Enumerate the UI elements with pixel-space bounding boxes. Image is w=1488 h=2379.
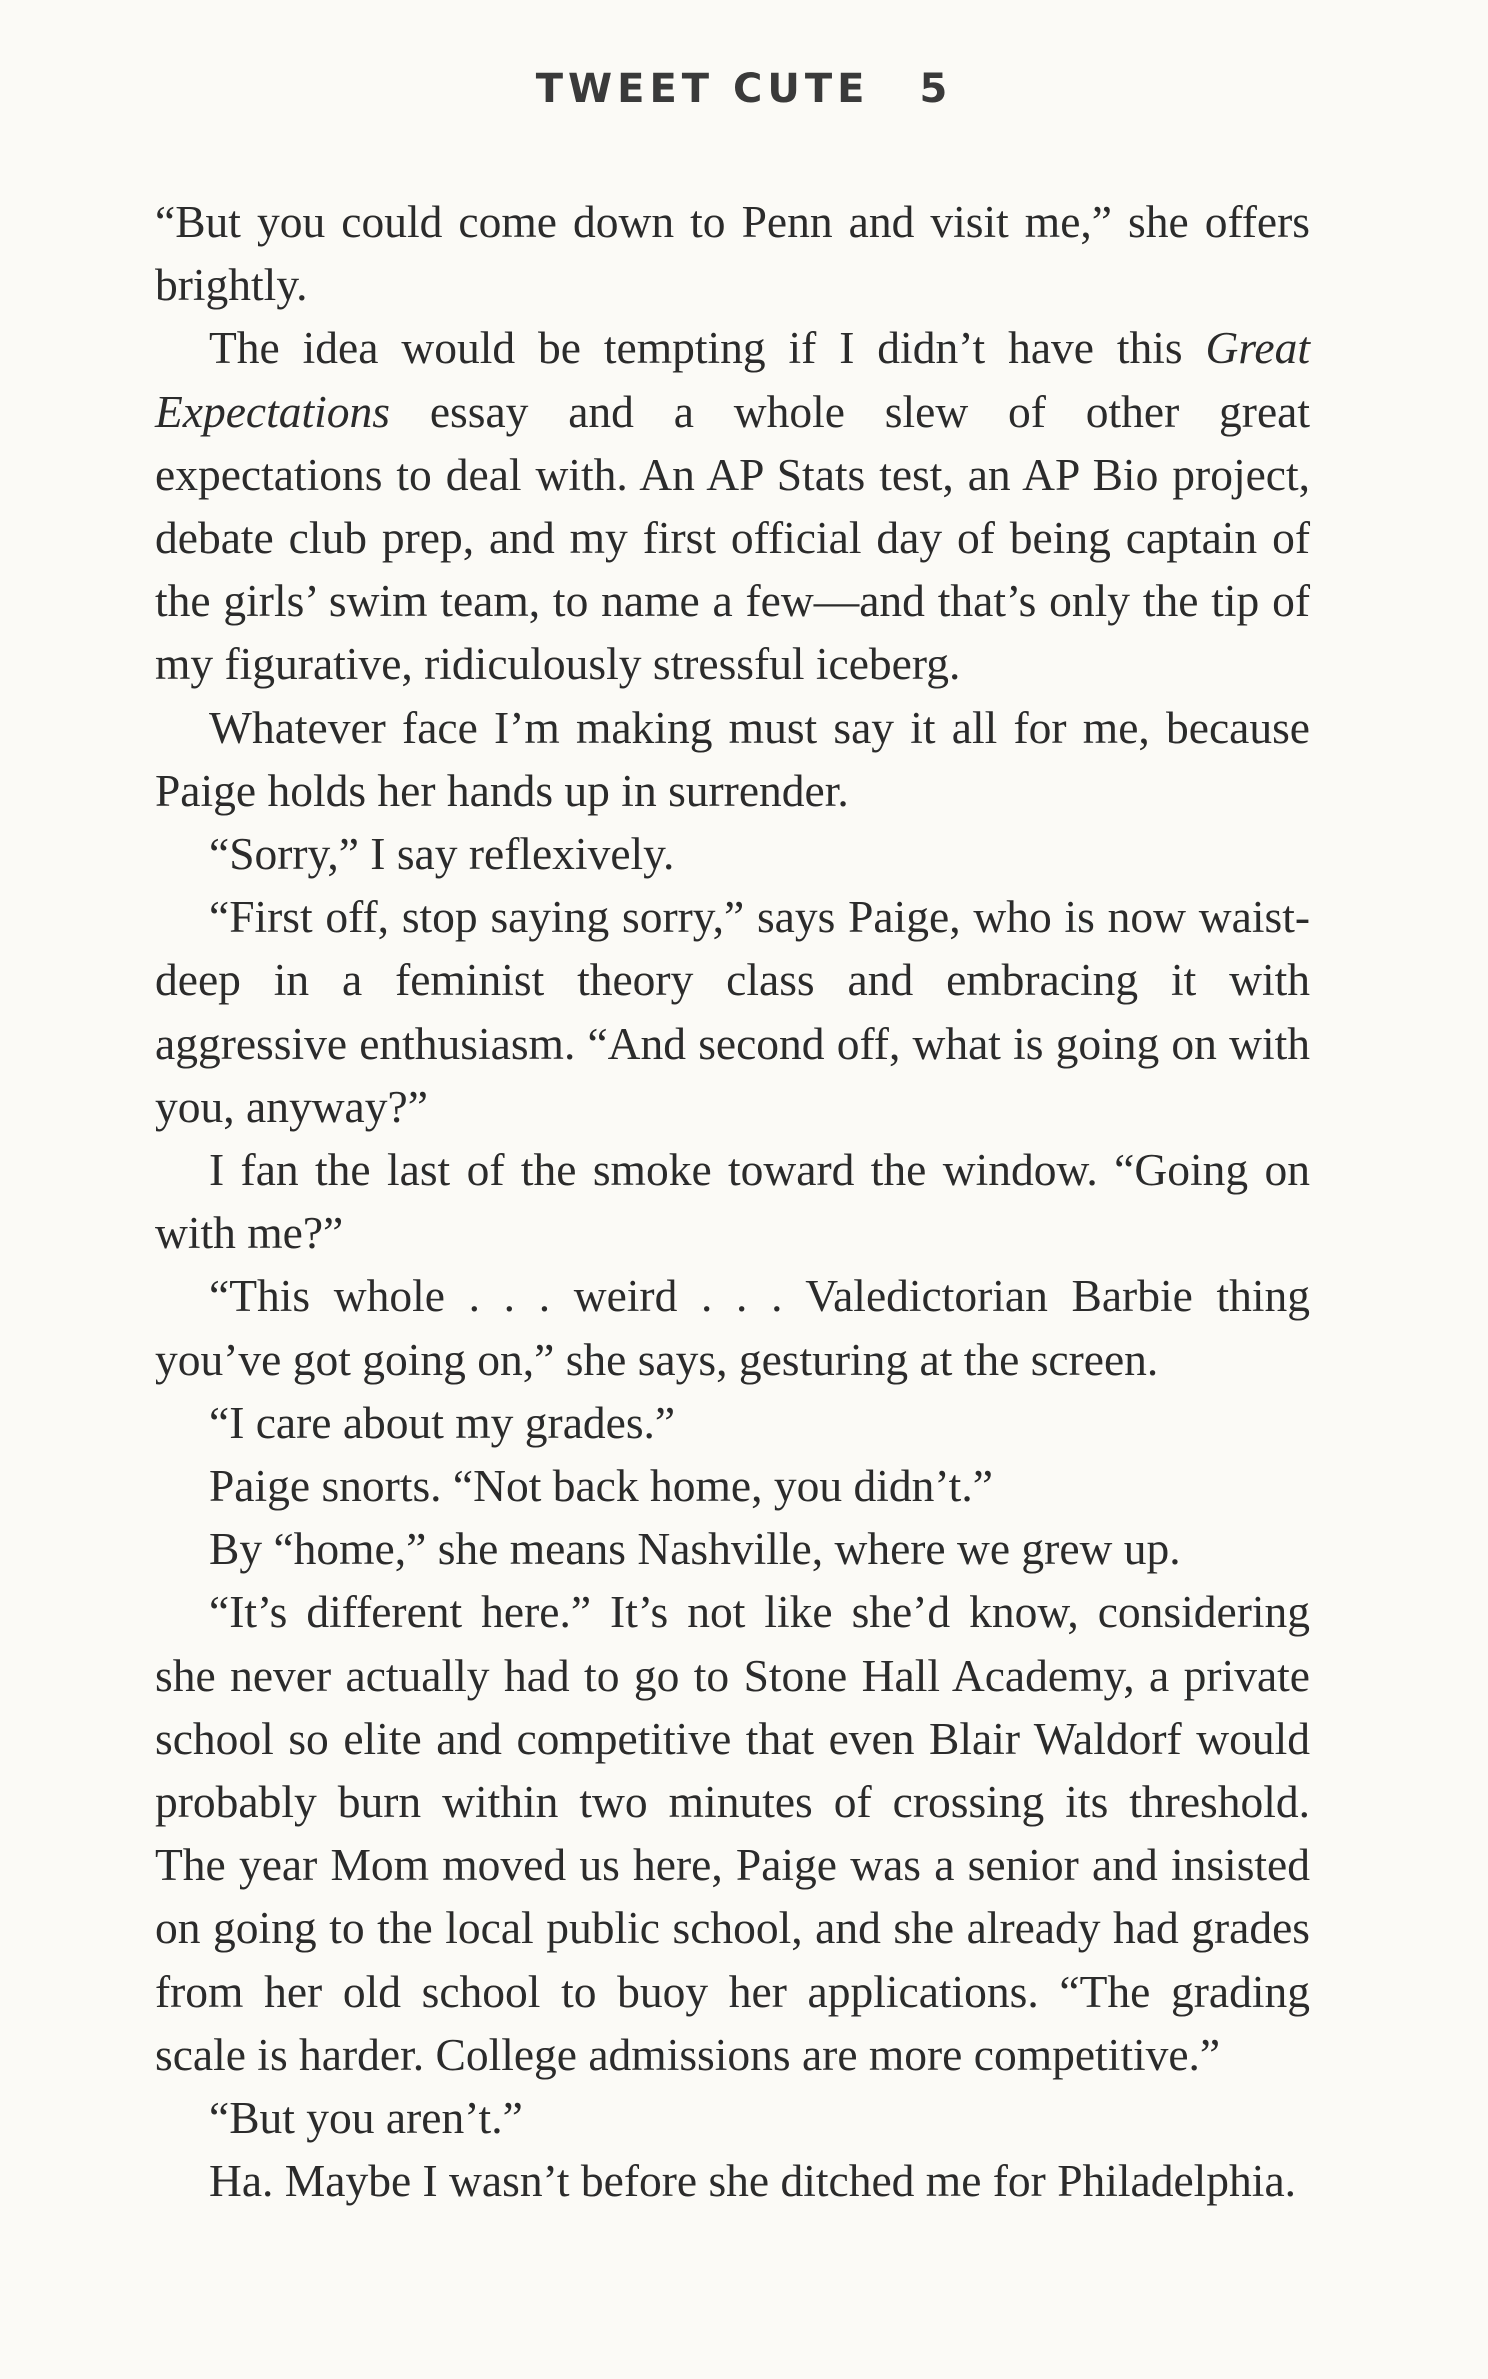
paragraph-text: “This whole . . . weird . . . Valedictorian Barbie thing you’ve got going on,” she says, gesturing at the screen. bbox=[155, 1270, 1310, 1385]
paragraph-text: “But you aren’t.” bbox=[209, 2092, 523, 2144]
paragraph-text: Whatever face I’m making must say it all for me, because Paige holds her hands up in surrender. bbox=[155, 701, 1310, 816]
paragraph-text: “First off, stop saying sorry,” says Paige, who is now waist-deep in a feminist theory class and embracing it with aggressive enthusiasm. “And second off, what is going on with you, anyway?” bbox=[155, 891, 1310, 1132]
paragraph bbox=[155, 190, 1310, 316]
paragraph bbox=[155, 1391, 1310, 1454]
paragraph bbox=[155, 822, 1310, 885]
paragraph bbox=[155, 1517, 1310, 1580]
paragraph bbox=[155, 1454, 1310, 1517]
paragraph bbox=[155, 1264, 1310, 1390]
page-number: 5 bbox=[919, 66, 953, 112]
paragraph bbox=[155, 1580, 1310, 2086]
paragraph bbox=[155, 2149, 1310, 2212]
running-head bbox=[0, 66, 1488, 112]
paragraph-text: “Sorry,” I say reflexively. bbox=[209, 828, 675, 880]
paragraph-text: The idea would be tempting if I didn’t have this bbox=[209, 322, 1206, 374]
body-text bbox=[155, 190, 1310, 2213]
paragraph-text: “But you could come down to Penn and visit me,” she offers brightly. bbox=[155, 196, 1310, 311]
paragraph bbox=[155, 2086, 1310, 2149]
book-title: TWEET CUTE bbox=[535, 66, 870, 112]
paragraph-text: Ha. Maybe I wasn’t before she ditched me for Philadelphia. bbox=[209, 2155, 1297, 2207]
paragraph-text: “I care about my grades.” bbox=[209, 1396, 676, 1448]
paragraph-text: I fan the last of the smoke toward the window. “Going on with me?” bbox=[155, 1144, 1310, 1259]
paragraph-text: Paige snorts. “Not back home, you didn’t.” bbox=[209, 1460, 993, 1512]
paragraph-text: essay and a whole slew of other great expectations to deal with. An AP Stats test, an AP Bio project, debate club prep, and my first official day of being captain of the girls’ swim team, to name a few—and that’s only the tip of my figurative, ridiculously stressful iceberg. bbox=[155, 385, 1310, 690]
paragraph bbox=[155, 316, 1310, 695]
paragraph bbox=[155, 696, 1310, 822]
italic-title: Great Expectations bbox=[155, 322, 1310, 437]
paragraph-text: By “home,” she means Nashville, where we grew up. bbox=[209, 1523, 1181, 1575]
paragraph bbox=[155, 885, 1310, 1138]
paragraph-text: “It’s different here.” It’s not like she’d know, considering she never actually had to go to Stone Hall Academy, a private school so elite and competitive that even Blair Waldorf would probably burn within two minutes of crossing its threshold. The year Mom moved us here, Paige was a senior and insisted on going to the local public school, and she already had grades from her old school to buoy her applications. “The grading scale is harder. College admissions are more competitive.” bbox=[155, 1586, 1310, 2080]
paragraph bbox=[155, 1138, 1310, 1264]
